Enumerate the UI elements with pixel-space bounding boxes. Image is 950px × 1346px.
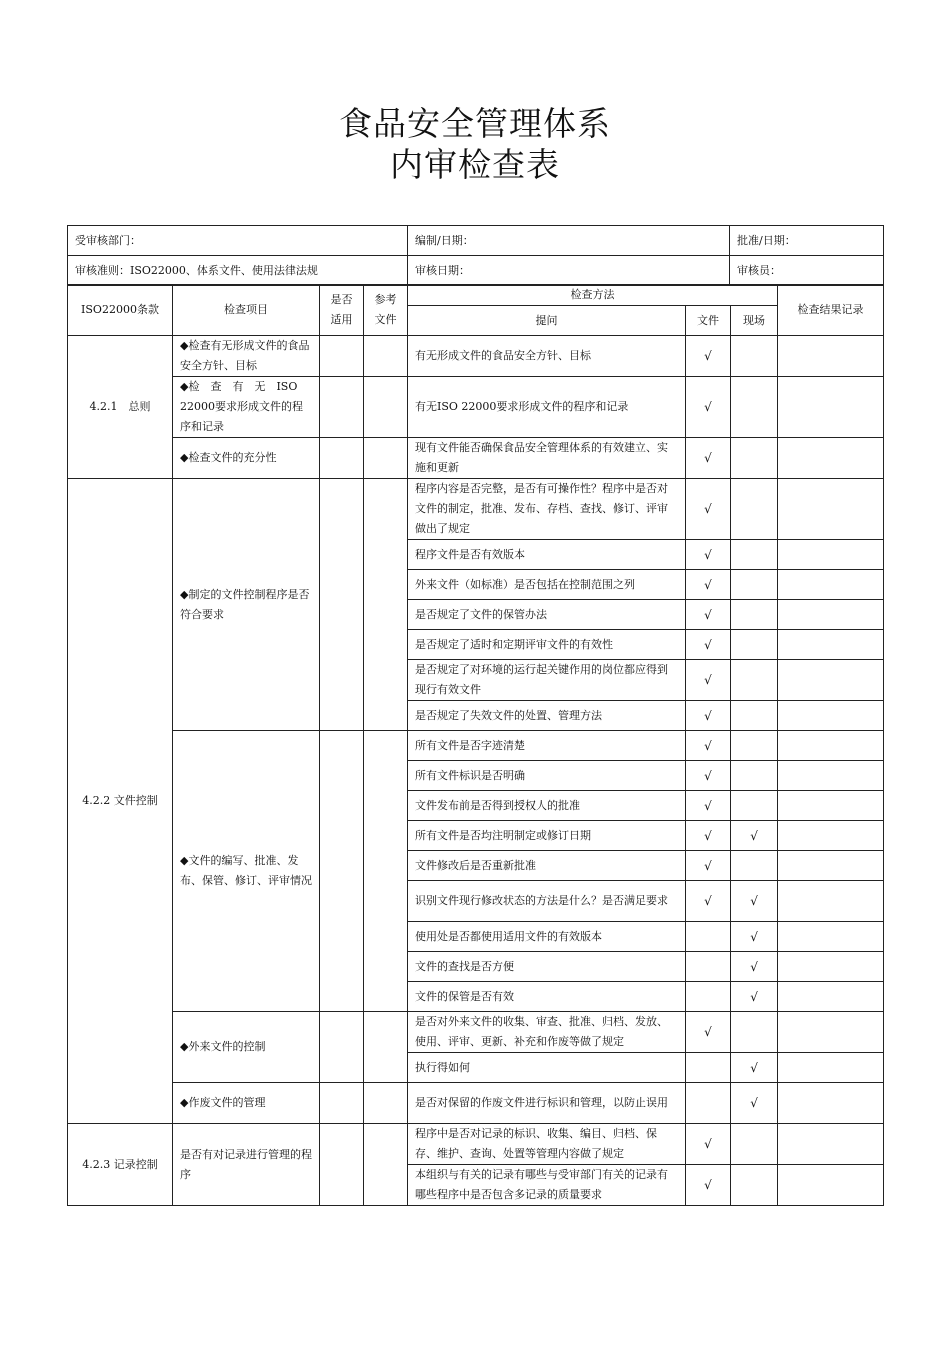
question-cell: 使用处是否都使用适用文件的有效版本 [408, 922, 686, 952]
question-cell: 文件修改后是否重新批准 [408, 851, 686, 881]
question-cell: 是否对外来文件的收集、审查、批准、归档、发放、使用、评审、更新、补充和作废等做了规定 [408, 1012, 686, 1053]
header-method: 检查方法 [408, 285, 778, 306]
header-applicable-line1: 是否 [330, 293, 353, 306]
result-cell [778, 851, 884, 881]
site-check-cell [731, 791, 778, 821]
clause-cell: 4.2.3 记录控制 [68, 1124, 173, 1206]
table-row [68, 377, 884, 438]
header-ref [364, 285, 408, 336]
doc-check-cell: √ [686, 731, 731, 761]
site-check-cell [731, 479, 778, 540]
result-cell [778, 377, 884, 438]
result-cell [778, 570, 884, 600]
site-check-cell [731, 731, 778, 761]
question-cell: 识别文件现行修改状态的方法是什么？是否满足要求 [408, 881, 686, 922]
result-cell [778, 881, 884, 922]
clause-cell: 4.2.1 总则 [68, 336, 173, 479]
header-site: 现场 [731, 306, 778, 336]
doc-check-cell: √ [686, 570, 731, 600]
site-check-cell: √ [731, 881, 778, 922]
doc-check-cell: √ [686, 821, 731, 851]
site-check-cell [731, 336, 778, 377]
ref-doc-cell [364, 1083, 408, 1124]
check-item-cell: ◆外来文件的控制 [173, 1012, 320, 1083]
result-cell [778, 1124, 884, 1165]
ref-doc-cell [364, 1012, 408, 1083]
table-row [68, 438, 884, 479]
site-check-cell [731, 761, 778, 791]
doc-check-cell: √ [686, 761, 731, 791]
result-cell [778, 761, 884, 791]
doc-check-cell: √ [686, 660, 731, 701]
info-row-2 [68, 256, 884, 286]
doc-check-cell: √ [686, 540, 731, 570]
table-row [68, 1083, 884, 1124]
question-cell: 所有文件是否均注明制定或修订日期 [408, 821, 686, 851]
site-check-cell: √ [731, 821, 778, 851]
doc-check-cell: √ [686, 1124, 731, 1165]
check-item-cell: ◆检查有无形成文件的食品安全方针、目标 [173, 336, 320, 377]
site-check-cell [731, 701, 778, 731]
header-doc: 文件 [686, 306, 731, 336]
applicable-cell [320, 479, 364, 731]
site-check-cell [731, 1012, 778, 1053]
result-cell [778, 701, 884, 731]
question-cell: 是否规定了对环境的运行起关键作用的岗位都应得到现行有效文件 [408, 660, 686, 701]
table-row [68, 479, 884, 540]
result-cell [778, 1165, 884, 1206]
site-check-cell: √ [731, 1053, 778, 1083]
editor-label: 编制/日期 ： [408, 226, 730, 256]
table-row [68, 731, 884, 761]
doc-title: 食品安全管理体系 [339, 104, 611, 143]
question-cell: 程序中是否对记录的标识、收集、编目、归档、保存、维护、查询、处置等管理内容做了规定 [408, 1124, 686, 1165]
site-check-cell: √ [731, 952, 778, 982]
check-item-cell: ◆制定的文件控制程序是否符合要求 [173, 479, 320, 731]
site-check-cell [731, 438, 778, 479]
site-check-cell: √ [731, 922, 778, 952]
doc-check-cell: √ [686, 881, 731, 922]
site-check-cell [731, 1165, 778, 1206]
site-check-cell: √ [731, 982, 778, 1012]
applicable-cell [320, 1012, 364, 1083]
check-item-cell: ◆检 查 有 无 ISO 22000要求形成文件的程序和记录 [173, 377, 320, 438]
table-row [68, 336, 884, 377]
site-check-cell [731, 600, 778, 630]
info-row-1 [68, 226, 884, 256]
header-applicable-line2: 适用 [330, 313, 353, 326]
doc-check-cell: √ [686, 1012, 731, 1053]
doc-subtitle: 内审检查表 [390, 145, 560, 184]
check-item-cell: 是否有对记录进行管理的程序 [173, 1124, 320, 1206]
site-check-cell [731, 570, 778, 600]
header-ref-line2: 文件 [374, 313, 397, 326]
header-item: 检查项目 [173, 285, 320, 336]
result-cell [778, 821, 884, 851]
doc-check-cell: √ [686, 701, 731, 731]
doc-check-cell: √ [686, 851, 731, 881]
question-cell: 是否规定了适时和定期评审文件的有效性 [408, 630, 686, 660]
result-cell [778, 791, 884, 821]
doc-check-cell: √ [686, 630, 731, 660]
question-cell: 文件的查找是否方便 [408, 952, 686, 982]
ref-doc-cell [364, 377, 408, 438]
question-cell: 是否对保留的作废文件进行标识和管理，以防止误用 [408, 1083, 686, 1124]
question-cell: 本组织与有关的记录有哪些与受审部门有关的记录有哪些程序中是否包含多记录的质量要求 [408, 1165, 686, 1206]
question-cell: 现有文件能否确保食品安全管理体系的有效建立、实施和更新 [408, 438, 686, 479]
question-cell: 执行得如何 [408, 1053, 686, 1083]
question-cell: 所有文件标识是否明确 [408, 761, 686, 791]
result-cell [778, 952, 884, 982]
header-ref-line1: 参考 [374, 293, 397, 306]
doc-check-cell: √ [686, 791, 731, 821]
question-cell: 程序文件是否有效版本 [408, 540, 686, 570]
header-clause: ISO22000条款 [68, 285, 173, 336]
approver-label: 批准/日期 ： [730, 226, 884, 256]
question-cell: 外来文件（如标准）是否包括在控制范围之列 [408, 570, 686, 600]
site-check-cell [731, 630, 778, 660]
ref-doc-cell [364, 479, 408, 731]
header-question: 提问 [408, 306, 686, 336]
applicable-cell [320, 1124, 364, 1206]
site-check-cell [731, 377, 778, 438]
question-cell: 文件发布前是否得到授权人的批准 [408, 791, 686, 821]
site-check-cell [731, 660, 778, 701]
applicable-cell [320, 1083, 364, 1124]
doc-check-cell [686, 922, 731, 952]
result-cell [778, 630, 884, 660]
applicable-cell [320, 731, 364, 1012]
result-cell [778, 922, 884, 952]
table-row [68, 1124, 884, 1165]
doc-check-cell: √ [686, 479, 731, 540]
applicable-cell [320, 336, 364, 377]
ref-doc-cell [364, 438, 408, 479]
audit-date-label: 审核日期 ： [408, 256, 730, 286]
clause-cell: 4.2.2 文件控制 [68, 479, 173, 1124]
check-item-cell: ◆作废文件的管理 [173, 1083, 320, 1124]
question-cell: 文件的保管是否有效 [408, 982, 686, 1012]
criteria-label: 审核准则：ISO22000、体系文件、使用法律法规 [68, 256, 408, 286]
doc-check-cell: √ [686, 438, 731, 479]
result-cell [778, 731, 884, 761]
header-result: 检查结果记录 [778, 285, 884, 336]
check-item-cell: ◆文件的编写、批准、发布、保管、修订、评审情况 [173, 731, 320, 1012]
question-cell: 有无ISO 22000要求形成文件的程序和记录 [408, 377, 686, 438]
question-cell: 所有文件是否字迹清楚 [408, 731, 686, 761]
site-check-cell: √ [731, 1083, 778, 1124]
result-cell [778, 479, 884, 540]
result-cell [778, 660, 884, 701]
doc-check-cell [686, 982, 731, 1012]
result-cell [778, 1083, 884, 1124]
ref-doc-cell [364, 1124, 408, 1206]
question-cell: 程序内容是否完整，是否有可操作性？程序中是否对文件的制定，批准、发布、存档、查找、修订、评审做出了规定 [408, 479, 686, 540]
doc-check-cell [686, 1083, 731, 1124]
checklist-body [68, 336, 884, 1206]
site-check-cell [731, 1124, 778, 1165]
doc-check-cell: √ [686, 336, 731, 377]
header-row-1 [68, 285, 884, 306]
question-cell: 是否规定了失效文件的处置、管理方法 [408, 701, 686, 731]
doc-check-cell [686, 1053, 731, 1083]
result-cell [778, 336, 884, 377]
checklist-table [67, 284, 884, 1206]
applicable-cell [320, 438, 364, 479]
result-cell [778, 438, 884, 479]
result-cell [778, 1012, 884, 1053]
site-check-cell [731, 851, 778, 881]
doc-check-cell: √ [686, 600, 731, 630]
result-cell [778, 600, 884, 630]
table-row [68, 1012, 884, 1053]
ref-doc-cell [364, 731, 408, 1012]
question-cell: 是否规定了文件的保管办法 [408, 600, 686, 630]
question-cell: 有无形成文件的食品安全方针、目标 [408, 336, 686, 377]
applicable-cell [320, 377, 364, 438]
doc-check-cell: √ [686, 1165, 731, 1206]
result-cell [778, 540, 884, 570]
result-cell [778, 1053, 884, 1083]
doc-check-cell [686, 952, 731, 982]
header-applicable [320, 285, 364, 336]
result-cell [778, 982, 884, 1012]
ref-doc-cell [364, 336, 408, 377]
check-item-cell: ◆检查文件的充分性 [173, 438, 320, 479]
audit-info-table [67, 225, 884, 286]
dept-label: 受审核部门 ： [68, 226, 408, 256]
doc-check-cell: √ [686, 377, 731, 438]
auditor-label: 审核员 ： [730, 256, 884, 286]
site-check-cell [731, 540, 778, 570]
